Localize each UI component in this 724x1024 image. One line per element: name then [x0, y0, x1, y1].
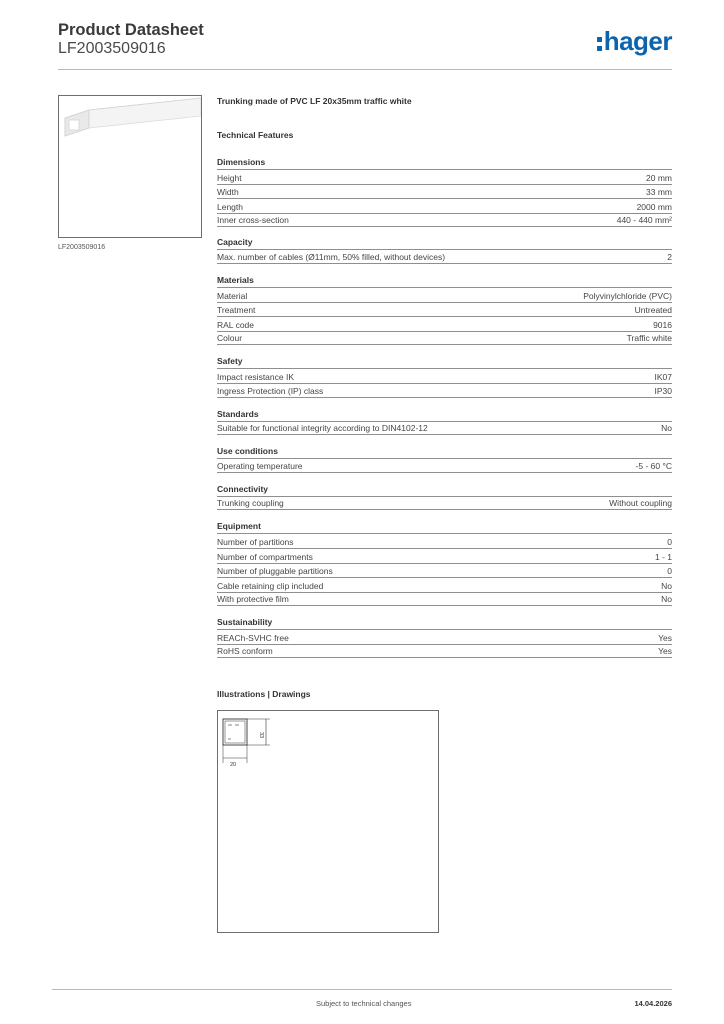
spec-label: Inner cross-section — [217, 215, 289, 226]
product-name: Trunking made of PVC LF 20x35mm traffic white — [217, 96, 412, 106]
spec-table — [217, 421, 672, 436]
capacity-section — [217, 235, 672, 264]
spec-row — [217, 287, 672, 302]
spec-value: No — [661, 580, 672, 591]
spec-value: 33 mm — [646, 187, 672, 198]
spec-label: Max. number of cables (Ø11mm, 50% filled, without devices) — [217, 251, 446, 262]
width-dimension-label: 20 — [230, 762, 237, 768]
product-image — [58, 95, 202, 238]
technical-features-heading: Technical Features — [217, 130, 294, 140]
technical-drawing — [217, 710, 439, 933]
section-heading: Equipment — [217, 521, 261, 532]
spec-label: Number of compartments — [217, 551, 313, 562]
spec-label: REACh-SVHC free — [217, 632, 289, 643]
spec-row — [217, 249, 672, 264]
spec-row — [217, 548, 672, 563]
spec-value: 2 — [667, 251, 672, 262]
equipment-section — [217, 519, 672, 606]
footer-date: 14.04.2026 — [634, 999, 672, 1008]
spec-value: 0 — [667, 566, 672, 577]
spec-row — [217, 184, 672, 199]
spec-value: 9016 — [653, 319, 672, 330]
spec-row — [217, 563, 672, 578]
spec-label: Colour — [217, 333, 243, 344]
spec-value: Without coupling — [609, 498, 672, 509]
section-heading: Sustainability — [217, 617, 273, 628]
spec-row — [217, 644, 672, 659]
spec-value: Untreated — [634, 305, 672, 316]
spec-value: 20 mm — [646, 172, 672, 183]
spec-table — [217, 287, 672, 345]
cross-section-drawing — [218, 711, 440, 934]
spec-value: No — [661, 594, 672, 605]
spec-label: Operating temperature — [217, 460, 303, 471]
section-heading: Materials — [217, 274, 254, 285]
spec-row — [217, 213, 672, 228]
spec-label: Impact resistance IK — [217, 371, 295, 382]
spec-row — [217, 592, 672, 607]
spec-row — [217, 169, 672, 184]
spec-label: RAL code — [217, 319, 255, 330]
section-heading: Dimensions — [217, 157, 266, 167]
spec-value: 2000 mm — [636, 201, 672, 212]
spec-row — [217, 496, 672, 511]
spec-row — [217, 577, 672, 592]
spec-row — [217, 302, 672, 317]
spec-row — [217, 629, 672, 644]
spec-row — [217, 383, 672, 398]
document-header — [58, 20, 672, 70]
height-dimension-label: 33 — [258, 732, 264, 739]
section-heading: Standards — [217, 408, 259, 419]
spec-value: IK07 — [654, 371, 672, 382]
image-caption: LF2003509016 — [58, 244, 106, 251]
footer-note: Subject to technical changes — [316, 999, 412, 1008]
spec-row — [217, 368, 672, 383]
spec-value: Yes — [658, 646, 672, 657]
section-heading: Connectivity — [217, 483, 269, 494]
spec-row — [217, 316, 672, 331]
section-heading: Capacity — [217, 237, 253, 248]
spec-value: 1 - 1 — [654, 551, 672, 562]
section-heading: Use conditions — [217, 446, 278, 457]
materials-section — [217, 273, 672, 345]
spec-row — [217, 421, 672, 436]
spec-label: RoHS conform — [217, 646, 273, 657]
spec-value: 440 - 440 mm² — [616, 215, 672, 226]
logo-wordmark: hager — [603, 26, 672, 56]
connectivity-section — [217, 482, 672, 511]
trunking-photo — [59, 96, 202, 238]
spec-label: Length — [217, 201, 243, 212]
spec-row — [217, 198, 672, 213]
spec-value: Traffic white — [626, 333, 672, 344]
hager-logo — [597, 26, 672, 57]
spec-value: 0 — [667, 536, 672, 547]
dimensions-section — [217, 155, 672, 227]
spec-value: Polyvinylchloride (PVC) — [583, 290, 672, 301]
spec-label: Number of pluggable partitions — [217, 566, 333, 577]
spec-value: Yes — [658, 632, 672, 643]
use-conditions-section — [217, 444, 672, 473]
spec-table — [217, 496, 672, 511]
product-reference: LF2003509016 — [58, 40, 166, 57]
spec-value: No — [661, 423, 672, 434]
spec-row — [217, 533, 672, 548]
spec-label: Width — [217, 187, 239, 198]
specification-panel — [217, 94, 672, 658]
spec-table — [217, 368, 672, 397]
safety-section — [217, 354, 672, 397]
spec-row — [217, 458, 672, 473]
spec-table — [217, 629, 672, 658]
standards-section — [217, 407, 672, 436]
section-heading: Safety — [217, 356, 243, 367]
spec-label: Ingress Protection (IP) class — [217, 385, 324, 396]
spec-row — [217, 331, 672, 346]
spec-label: Treatment — [217, 305, 256, 316]
spec-table — [217, 533, 672, 606]
spec-label: Suitable for functional integrity according to DIN4102-12 — [217, 423, 428, 434]
spec-label: Height — [217, 172, 242, 183]
spec-label: Number of partitions — [217, 536, 294, 547]
logo-dots-icon — [597, 35, 602, 53]
spec-label: Trunking coupling — [217, 498, 284, 509]
spec-table — [217, 169, 672, 227]
document-footer — [52, 989, 672, 1019]
document-title: Product Datasheet — [58, 21, 204, 39]
illustrations-heading: Illustrations | Drawings — [217, 689, 311, 699]
spec-value: -5 - 60 °C — [635, 460, 672, 471]
spec-table — [217, 249, 672, 264]
spec-value: IP30 — [654, 385, 672, 396]
spec-label: With protective film — [217, 594, 289, 605]
spec-table — [217, 458, 672, 473]
spec-label: Material — [217, 290, 248, 301]
spec-label: Cable retaining clip included — [217, 580, 324, 591]
sustainability-section — [217, 615, 672, 658]
